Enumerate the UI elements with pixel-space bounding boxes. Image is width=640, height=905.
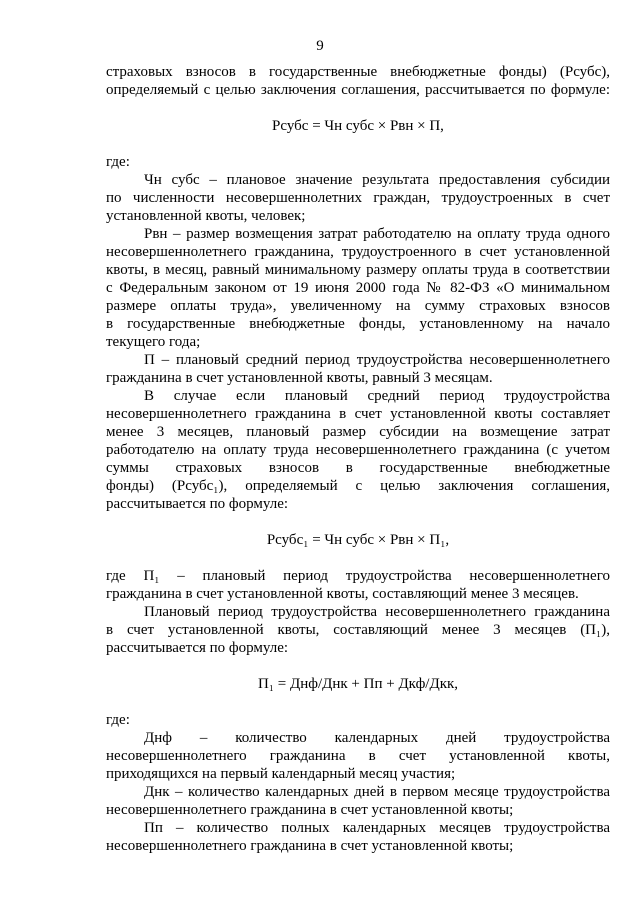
text-line: размере оплаты труда», увеличенному на сумму страховых взносов bbox=[106, 298, 610, 314]
text-line: страховых взносов в государственные внебюджетные фонды) (Рсубс), bbox=[106, 64, 610, 80]
text-line: по численности несовершеннолетних граждан, трудоустроенных в счет bbox=[106, 190, 610, 206]
text-line: рассчитывается по формуле: bbox=[106, 640, 289, 656]
text-line: гражданина в счет установленной квоты, равный 3 месяцам. bbox=[106, 370, 493, 386]
text-line: в счет установленной квоты, составляющий менее 3 месяцев (П₁), bbox=[106, 622, 610, 638]
text-line: определяемый с целью заключения соглашения, рассчитывается по формуле: bbox=[106, 82, 610, 98]
text-line: П – плановый средний период трудоустройства несовершеннолетнего bbox=[144, 352, 610, 368]
text-line: Пп – количество полных календарных месяцев трудоустройства bbox=[144, 820, 610, 836]
text-line: несовершеннолетнего гражданина, трудоустроенного в счет установленной bbox=[106, 244, 610, 260]
text-line: Днф – количество календарных дней трудоустройства bbox=[144, 730, 610, 746]
text-line: В случае если плановый средний период трудоустройства bbox=[144, 388, 610, 404]
text-line: Днк – количество календарных дней в первом месяце трудоустройства bbox=[144, 784, 610, 800]
text-line: суммы страховых взносов в государственные внебюджетные bbox=[106, 460, 610, 476]
text-line: где П₁ – плановый период трудоустройства несовершеннолетнего bbox=[106, 568, 610, 584]
page-number: 9 bbox=[316, 38, 324, 54]
text-line: фонды) (Рсубс₁), определяемый с целью заключения соглашения, bbox=[106, 478, 610, 494]
formula-line: Рсубс = Чн субс × Рвн × П, bbox=[272, 118, 444, 134]
text-line: гражданина в счет установленной квоты, составляющий менее 3 месяцев. bbox=[106, 586, 579, 602]
text-line: с Федеральным законом от 19 июня 2000 года № 82-ФЗ «О минимальном bbox=[106, 280, 610, 296]
text-line: несовершеннолетнего гражданина в счет установленной квоты; bbox=[106, 802, 514, 818]
text-line: приходящихся на первый календарный месяц участия; bbox=[106, 766, 456, 782]
formula-line: П₁ = Днф/Днк + Пп + Дкф/Дкк, bbox=[257, 676, 459, 692]
text-line: Чн субс – плановое значение результата предоставления субсидии bbox=[144, 172, 610, 188]
text-line: несовершеннолетнего гражданина в счет установленной квоты составляет bbox=[106, 406, 610, 422]
text-line: где: bbox=[106, 712, 130, 728]
text-line: Плановый период трудоустройства несовершеннолетнего гражданина bbox=[144, 604, 610, 620]
text-line: где: bbox=[106, 154, 130, 170]
text-line: работодателю на оплату труда несовершеннолетнего гражданина (с учетом bbox=[106, 442, 610, 458]
text-line: текущего года; bbox=[106, 334, 201, 350]
text-line: Рвн – размер возмещения затрат работодателю на оплату труда одного bbox=[144, 226, 610, 242]
text-line: квоты, в месяц, равный минимальному размеру оплаты труда в соответствии bbox=[106, 262, 610, 278]
text-line: несовершеннолетнего гражданина в счет установленной квоты, bbox=[106, 748, 610, 764]
formula-line: Рсубс₁ = Чн субс × Рвн × П₁, bbox=[266, 532, 450, 548]
text-line: установленной квоты, человек; bbox=[106, 208, 306, 224]
text-line: несовершеннолетнего гражданина в счет установленной квоты; bbox=[106, 838, 514, 854]
text-line: в государственные внебюджетные фонды, установленному на начало bbox=[106, 316, 610, 332]
text-line: рассчитывается по формуле: bbox=[106, 496, 289, 512]
text-line: менее 3 месяцев, плановый размер субсидии на возмещение затрат bbox=[106, 424, 610, 440]
